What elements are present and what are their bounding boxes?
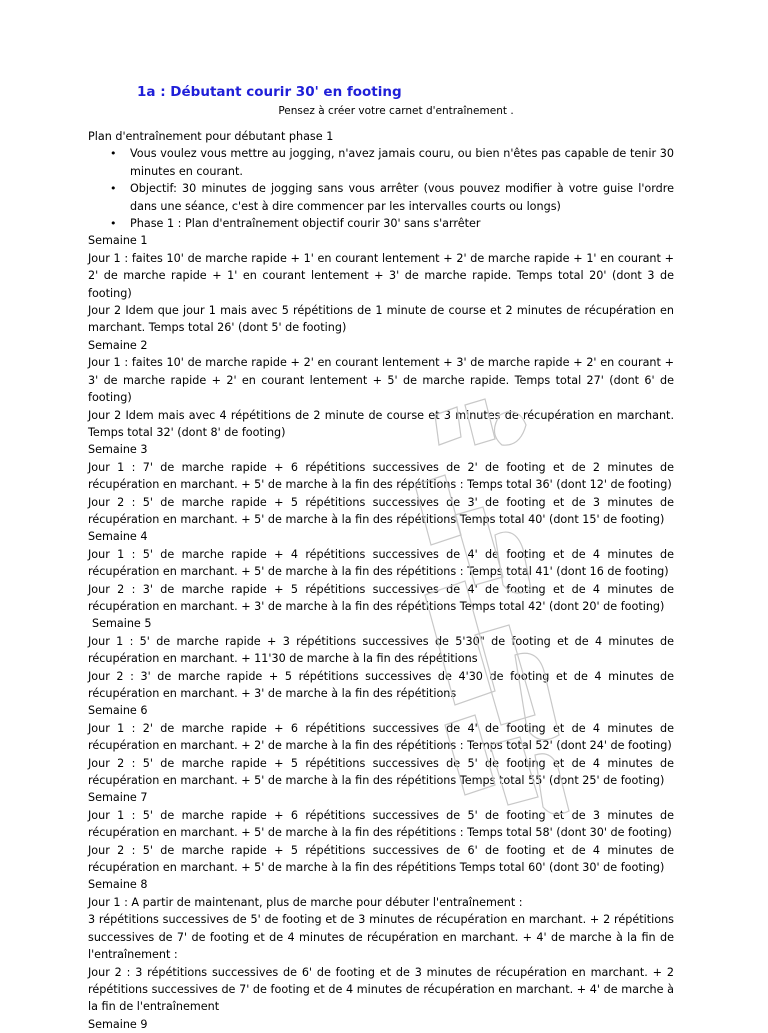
week-label: Semaine 8 <box>88 878 148 892</box>
day-entry: Jour 1 : 5' de marche rapide + 6 répétitions successives de 5' de footing et de 3 minutes de récupération en marchant. + 5' de marche à la fin des répétitions : Temps total 58' (dont 30' de footing) <box>88 808 674 840</box>
week-label: Semaine 5 <box>92 617 152 631</box>
week-label: Semaine 6 <box>88 704 148 718</box>
day-entry: Jour 2 : 5' de marche rapide + 5 répétitions successives de 6' de footing et de 4 minutes de récupération en marchant. + 5' de marche à la fin des répétitions Temps total 60' (dont 30' de footing) <box>88 843 674 875</box>
day-entry: Jour 2 : 3' de marche rapide + 5 répétitions successives de 4'30 de footing et de 4 minutes de récupération en marchant. + 3' de marche à la fin des répétitions <box>88 669 674 700</box>
day-entry: Jour 2 : 5' de marche rapide + 5 répétitions successives de 5' de footing et de 4 minutes de récupération en marchant. + 5' de marche à la fin des répétitions Temps total 55' (dont 25' de footing) <box>88 756 674 788</box>
intro-bullet: • Phase 1 : Plan d'entraînement objectif courir 30' sans s'arrêter <box>88 215 674 232</box>
day-entry: Jour 1 : faites 10' de marche rapide + 2' en courant lentement + 3' de marche rapide + 2' en courant + 3' de marche rapide + 2' en courant lentement + 5' de marche rapide. Temps total 27' (dont 6' de footing) <box>88 356 674 405</box>
day-entry: Jour 1 : A partir de maintenant, plus de marche pour débuter l'entraînement : <box>88 895 523 909</box>
day-entry: Jour 2 Idem que jour 1 mais avec 5 répétitions de 1 minute de course et 2 minutes de récupération en marchant. Temps total 26' (dont 5' de footing) <box>88 304 674 335</box>
page-title: 1a : Débutant courir 30' en footing <box>137 84 402 100</box>
day-entry: Jour 2 : 3 répétitions successives de 6' de footing et de 3 minutes de récupération en marchant. + 2 répétitions successives de 7' de footing et de 4 minutes de récupération en marchant. + 4' de marche à la fin de l'entraînement <box>88 965 674 1014</box>
day-entry: Jour 1 : 5' de marche rapide + 4 répétitions successives de 4' de footing et de 4 minutes de récupération en marchant. + 5' de marche à la fin des répétitions : Temps total 41' (dont 16 de footing) <box>88 547 674 579</box>
day-entry: Jour 1 : 5' de marche rapide + 3 répétitions successives de 5'30" de footing et de 4 minutes de récupération en marchant. + 11'30 de marche à la fin des répétitions <box>88 634 674 666</box>
page-subtitle <box>0 104 768 118</box>
document-body <box>88 128 674 1033</box>
week-label: Semaine 1 <box>88 234 148 248</box>
week-label: Semaine 9 <box>88 1017 148 1031</box>
day-entry: Jour 2 : 5' de marche rapide + 5 répétitions successives de 3' de footing et de 3 minutes de récupération en marchant. + 5' de marche à la fin des répétitions Temps total 40' (dont 15' de footing) <box>88 495 674 526</box>
day-entry: Jour 1 : faites 10' de marche rapide + 1' en courant lentement + 2' de marche rapide + 1' en courant + 2' de marche rapide + 1' en courant lentement + 3' de marche rapide. Temps total 20' (dont 3 de footing) <box>88 251 674 300</box>
intro-bullet: • Objectif: 30 minutes de jogging sans vous arrêter (vous pouvez modifier à votre guise l'ordre dans une séance, c'est à dire commencer par les intervalles courts ou longs) <box>88 180 674 215</box>
intro-list <box>88 145 674 232</box>
day-entry: Jour 1 : 7' de marche rapide + 6 répétitions successives de 2' de footing et de 2 minutes de récupération en marchant. + 5' de marche à la fin des répétitions : Temps total 36' (dont 12' de footing) <box>88 460 674 492</box>
day-entry: Jour 1 : 2' de marche rapide + 6 répétitions successives de 4' de footing et de 4 minutes de récupération en marchant. + 2' de marche à la fin des répétitions : Temps total 52' (dont 24' de footing) <box>88 721 674 753</box>
day-entry: 3 répétitions successives de 5' de footing et de 3 minutes de récupération en marchant. + 2 répétitions successives de 7' de footing et de 4 minutes de récupération en marchant. + 4' de marche à la fin de l'entraînement : <box>88 913 674 962</box>
subtitle-text: Pensez à créer votre carnet d'entraînement . <box>278 105 514 117</box>
weeks-container <box>88 232 674 1033</box>
intro-heading: Plan d'entraînement pour débutant phase 1 <box>88 130 334 143</box>
day-entry: Jour 2 : 3' de marche rapide + 5 répétitions successives de 4' de footing et de 4 minutes de récupération en marchant. + 3' de marche à la fin des répétitions Temps total 42' (dont 20' de footing) <box>88 582 674 613</box>
week-label: Semaine 2 <box>88 338 148 352</box>
intro-bullet: • Vous voulez vous mettre au jogging, n'avez jamais couru, ou bien n'êtes pas capable de tenir 30 minutes en courant. <box>88 145 674 180</box>
week-label: Semaine 7 <box>88 791 148 805</box>
week-label: Semaine 4 <box>88 530 148 544</box>
week-label: Semaine 3 <box>88 443 148 457</box>
day-entry: Jour 2 Idem mais avec 4 répétitions de 2 minute de course et 3 minutes de récupération en marchant. Temps total 32' (dont 8' de footing) <box>88 408 674 439</box>
